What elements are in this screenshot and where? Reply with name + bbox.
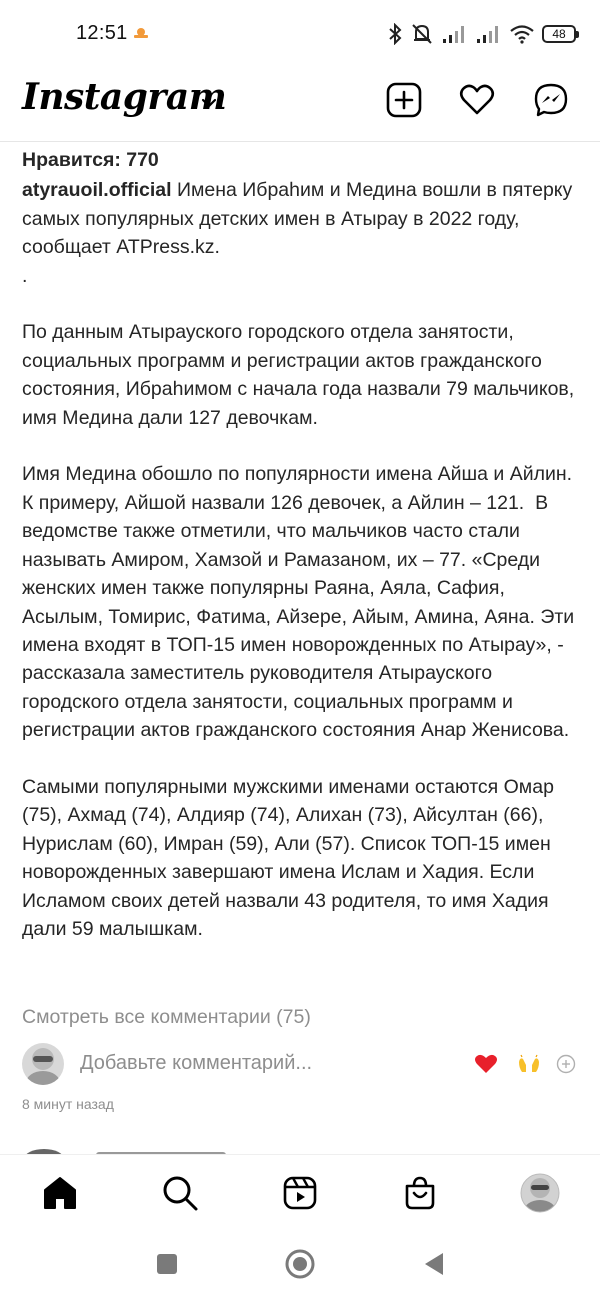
nav-shop[interactable]	[400, 1173, 440, 1213]
add-comment-row	[0, 1042, 600, 1092]
shop-icon	[402, 1175, 438, 1211]
view-all-comments-link[interactable]: Смотреть все комментарии (75)	[22, 1006, 311, 1028]
battery-icon	[542, 25, 576, 43]
bluetooth-icon	[388, 23, 402, 45]
home-button[interactable]	[284, 1248, 316, 1280]
battery-level: 48	[552, 27, 566, 41]
profile-avatar	[520, 1173, 560, 1213]
reels-icon	[282, 1175, 318, 1211]
avatar	[22, 1043, 64, 1085]
status-icons	[388, 20, 576, 48]
post-caption	[22, 176, 582, 943]
signal-icon	[476, 24, 502, 44]
post-username[interactable]: atyrauoil.official	[22, 179, 172, 202]
nav-profile[interactable]	[520, 1173, 560, 1213]
caption-text: . По данным Атырауского городского отдела занятости, социальных программ и регистрации актов гражданского состояния, Ибраһимом с начала года назвали 79 мальчиков, имя Медина дали 127 девочкам. Имя Медина обошло по популярности имена Айша и Айлин. К примеру, Айшой назвали 126 девочек, а Айлин – 121. В ведомстве также отметили, что мальчиков часто стали называть Амиром, Хамзой и Рамазаном, их – 77. «Среди женских имен также популярны Раяна, Аяла, Сафия, Асылым, Томирис, Фатима, Айзере, Айым, Амина, Аяна. Эти имена входят в ТОП-15 имен новорожденных по Атырау», - рассказала заместитель руководителя Атырауского городского отдела занятости, социальных программ и регистрации актов гражданского состояния Анар Женисова. Самыми популярными мужскими именами остаются Омар (75), Ахмад (74), Алдияр (74), Алихан (73), Айсултан (66), Нурислам (60), Имран (59), Али (57). Список ТОП-15 имен новорожденных завершают имена Ислам и Хадия. Если Исламом своих детей назвали 43 родителя, то имя Хадия дали 59 малышкам.	[22, 264, 575, 940]
chevron-down-icon[interactable]	[200, 94, 218, 112]
back-icon	[422, 1251, 446, 1277]
comment-input[interactable]: Добавьте комментарий...	[80, 1052, 313, 1074]
add-emoji-icon[interactable]	[556, 1054, 576, 1074]
search-icon	[161, 1174, 199, 1212]
notification-icon	[134, 28, 148, 38]
heart-icon[interactable]	[459, 82, 495, 118]
recents-button[interactable]	[151, 1248, 183, 1280]
signal-icon	[442, 24, 468, 44]
nav-search[interactable]	[160, 1173, 200, 1213]
nav-home[interactable]	[40, 1173, 80, 1213]
post-timestamp: 8 минут назад	[22, 1096, 114, 1112]
new-post-icon[interactable]	[386, 82, 422, 118]
messenger-icon[interactable]	[533, 82, 569, 118]
home-circle-icon	[285, 1249, 315, 1279]
caption-first: Имена Ибраһим и Медина вошли в пятерку самых популярных детских имен в Атырау в 2022 году, сообщает ATPress.kz.	[22, 179, 578, 259]
recents-icon	[156, 1253, 178, 1275]
app-header	[0, 70, 600, 142]
raised-hands-emoji-icon[interactable]	[517, 1052, 541, 1076]
status-bar	[0, 0, 600, 70]
bottom-navigation	[0, 1154, 600, 1230]
back-button[interactable]	[418, 1248, 450, 1280]
mute-icon	[410, 23, 434, 45]
system-navigation-bar	[0, 1230, 600, 1299]
nav-reels[interactable]	[280, 1173, 320, 1213]
instagram-logo[interactable]: Instagram	[22, 76, 227, 118]
post-caption-area	[22, 146, 582, 943]
status-time: 12:51	[76, 22, 128, 44]
wifi-icon	[510, 24, 534, 44]
home-icon	[41, 1174, 79, 1212]
likes-count[interactable]: Нравится: 770	[22, 149, 159, 171]
red-heart-emoji-icon[interactable]	[474, 1052, 498, 1076]
